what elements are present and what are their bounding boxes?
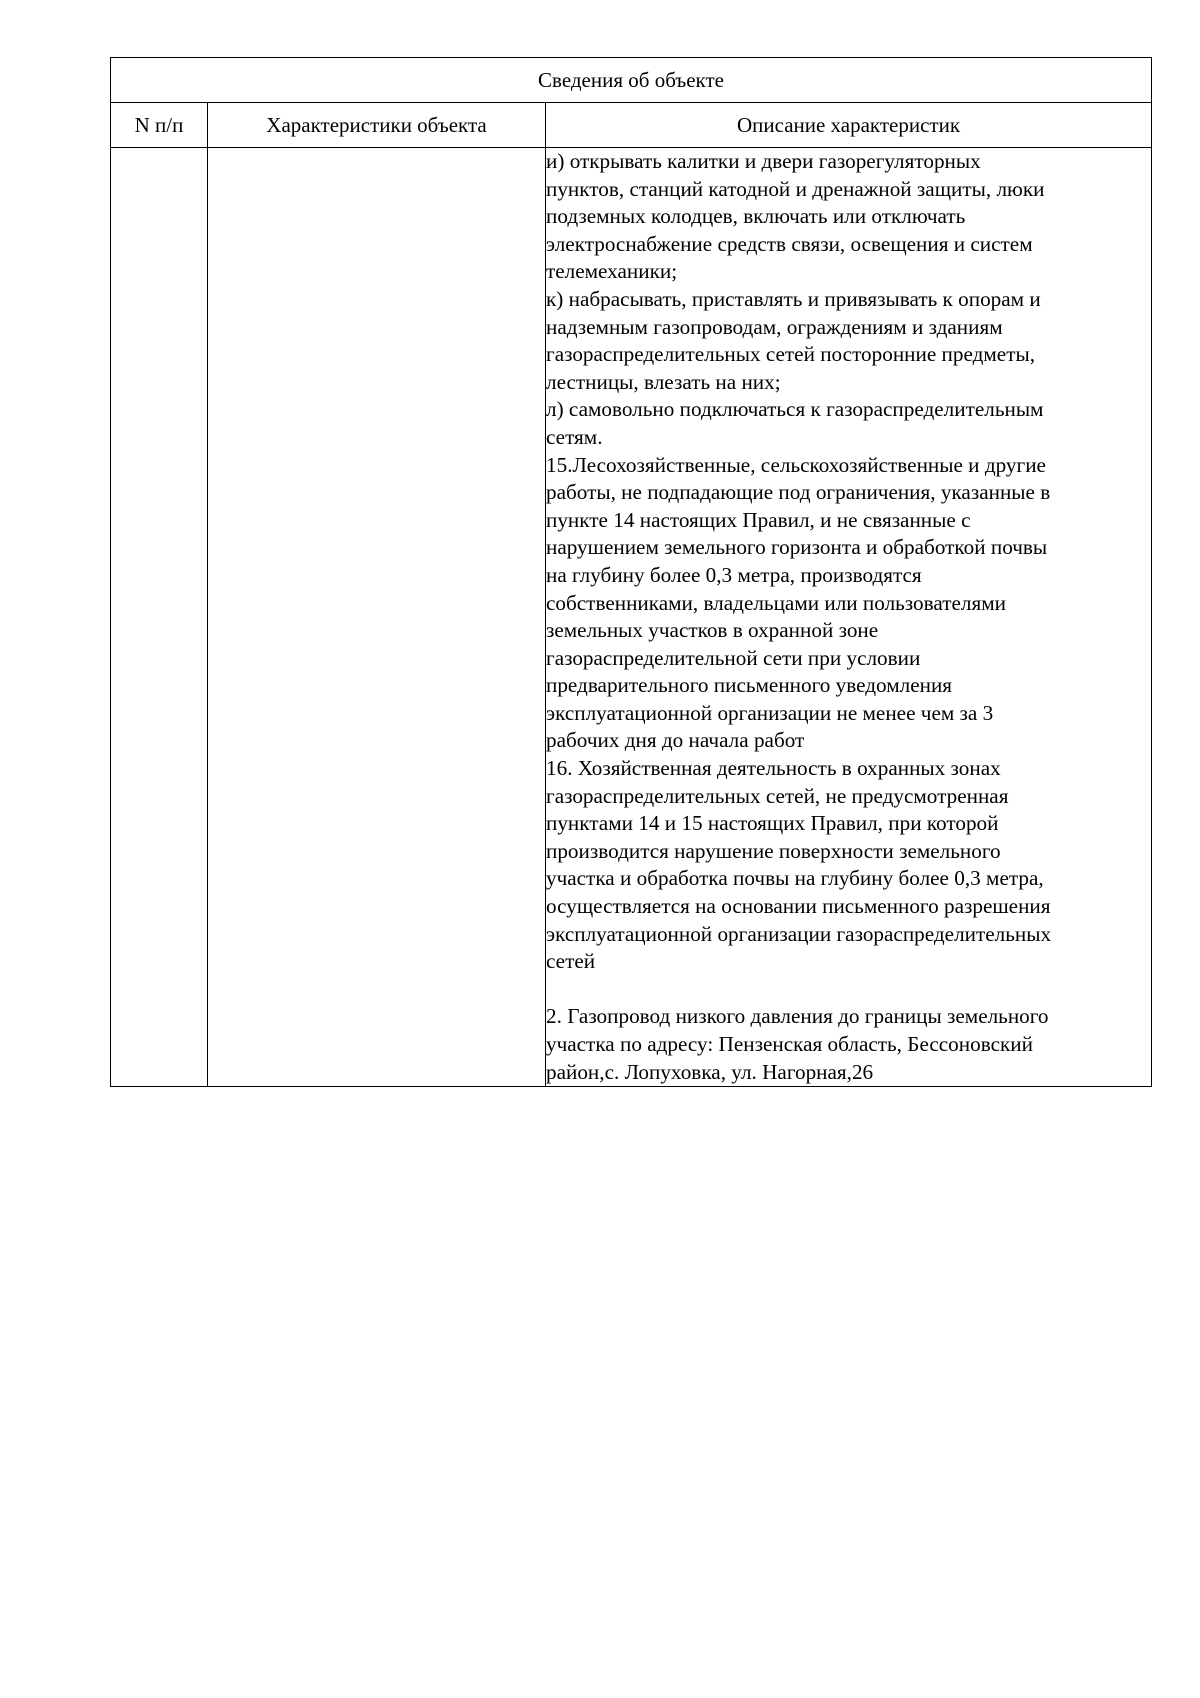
description-line: участка по адресу: Пензенская область, Бессоновский <box>546 1032 1033 1056</box>
description-line: участка и обработка почвы на глубину более 0,3 метра, <box>546 866 1044 891</box>
description-line: пункте 14 настоящих Правил, и не связанные с <box>546 507 971 532</box>
object-info-table <box>110 57 1152 1087</box>
description-line: 15.Лесохозяйственные, сельскохозяйственные и другие <box>546 452 1046 477</box>
cell-num <box>111 148 208 1087</box>
description-line: земельных участков в охранной зоне <box>546 618 879 643</box>
header-characteristics: Характеристики объекта <box>208 103 546 148</box>
description-line: рабочих дня до начала работ <box>546 728 805 753</box>
header-description: Описание характеристик <box>546 103 1152 148</box>
description-line: л) самовольно подключаться к газораспределительным <box>546 397 1044 422</box>
description-line: работы, не подпадающие под ограничения, указанные в <box>546 480 1051 505</box>
description-line: эксплуатационной организации газораспределительных <box>546 921 1052 946</box>
header-num: N п/п <box>111 103 208 148</box>
description-line: подземных колодцев, включать или отключать <box>546 204 966 229</box>
description-line: эксплуатационной организации не менее чем за 3 <box>546 700 994 725</box>
table-caption: Сведения об объекте <box>111 58 1152 103</box>
description-line: газораспределительной сети при условии <box>546 645 921 670</box>
cell-characteristics <box>208 148 546 1087</box>
description-line: район,с. Лопуховка, ул. Нагорная,26 <box>546 1059 874 1084</box>
description-line: нарушением земельного горизонта и обработкой почвы <box>546 535 1048 560</box>
description-line: пунктов, станций катодной и дренажной защиты, люки <box>546 176 1045 201</box>
description-line: надземным газопроводам, ограждениям и зданиям <box>546 314 1003 339</box>
description-line: предварительного письменного уведомления <box>546 673 953 698</box>
description-line: производится нарушение поверхности земельного <box>546 838 1001 863</box>
description-line: лестницы, влезать на них; <box>546 369 781 394</box>
cell-description <box>546 148 1152 1087</box>
description-line: сетям. <box>546 424 603 449</box>
description-blank-line <box>546 976 1151 1004</box>
description-line: на глубину более 0,3 метра, производятся <box>546 562 922 587</box>
description-line: 16. Хозяйственная деятельность в охранных зонах <box>546 756 1001 781</box>
description-line: собственниками, владельцами или пользователями <box>546 590 1006 615</box>
table-caption-row <box>111 58 1152 103</box>
description-line: сетей <box>546 949 596 974</box>
description-line: пунктами 14 и 15 настоящих Правил, при которой <box>546 811 999 836</box>
table-header-row <box>111 103 1152 148</box>
description-line: 2. Газопровод низкого давления до границы земельного <box>546 1004 1049 1029</box>
description-line: осуществляется на основании письменного разрешения <box>546 894 1051 919</box>
description-line: электроснабжение средств связи, освещения и систем <box>546 231 1033 256</box>
table-row <box>111 148 1152 1087</box>
description-line: и) открывать калитки и двери газорегуляторных <box>546 149 981 173</box>
description-line: к) набрасывать, приставлять и привязывать к опорам и <box>546 286 1041 311</box>
description-line: телемеханики; <box>546 259 678 284</box>
description-line: газораспределительных сетей посторонние предметы, <box>546 342 1035 367</box>
description-line: газораспределительных сетей, не предусмотренная <box>546 783 1009 808</box>
